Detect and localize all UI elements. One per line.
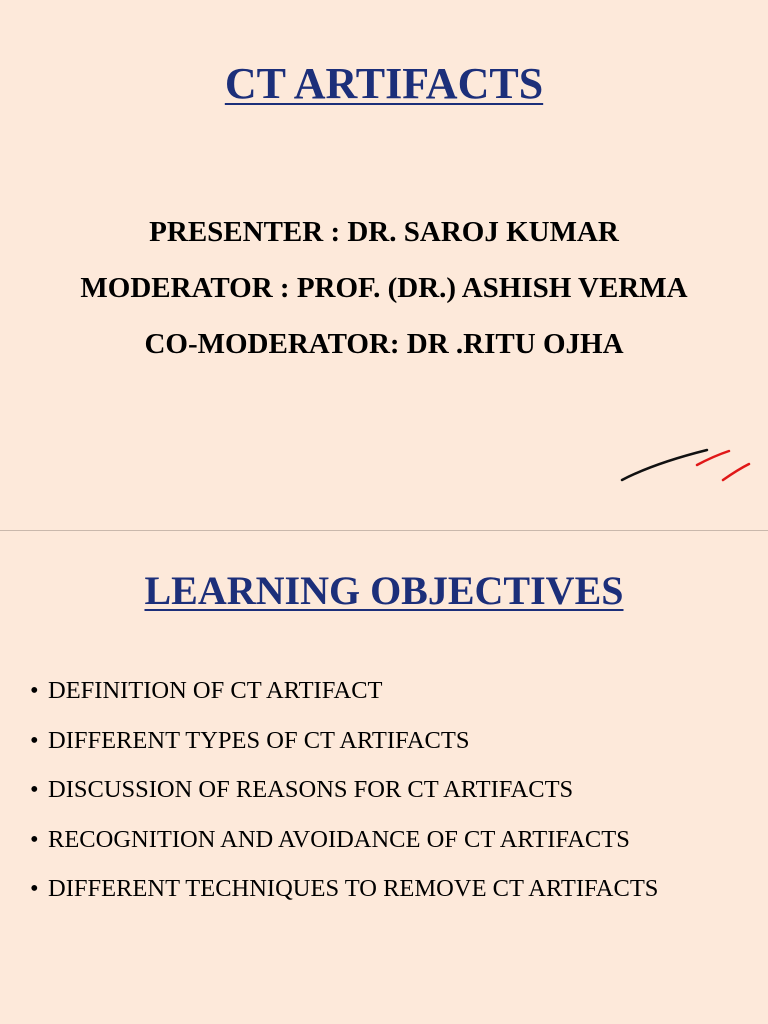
bullet-icon: • <box>30 875 39 902</box>
credits-block <box>0 204 768 372</box>
bullet-icon: • <box>30 726 39 754</box>
red-pen-stroke-upper <box>697 451 729 465</box>
moderator-line: MODERATOR : PROF. (DR.) ASHISH VERMA <box>80 272 688 304</box>
objective-text: DISCUSSION OF REASONS FOR CT ARTIFACTS <box>48 776 574 803</box>
red-pen-stroke-lower <box>723 464 749 480</box>
objective-text: DIFFERENT TYPES OF CT ARTIFACTS <box>48 726 470 754</box>
objective-text: DEFINITION OF CT ARTIFACT <box>48 677 383 704</box>
objective-item <box>30 864 658 914</box>
objective-item <box>30 765 658 815</box>
pen-scribble-icon <box>615 440 765 490</box>
bullet-icon: • <box>30 825 39 853</box>
slide-learning-objectives <box>0 531 768 1024</box>
presentation-title: CT ARTIFACTS <box>224 59 544 108</box>
presenter-line: PRESENTER : DR. SAROJ KUMAR <box>149 216 619 248</box>
objective-item <box>30 666 658 716</box>
objective-item <box>30 716 658 766</box>
objectives-list <box>30 666 658 914</box>
bullet-icon: • <box>30 677 39 704</box>
black-pen-stroke <box>622 450 707 480</box>
objectives-title: LEARNING OBJECTIVES <box>144 568 624 613</box>
objective-text: RECOGNITION AND AVOIDANCE OF CT ARTIFACTS <box>48 825 630 853</box>
objective-item <box>30 815 658 865</box>
bullet-icon: • <box>30 776 39 803</box>
objective-text: DIFFERENT TECHNIQUES TO REMOVE CT ARTIFACTS <box>48 875 659 902</box>
co-moderator-line: CO-MODERATOR: DR .RITU OJHA <box>144 328 624 360</box>
